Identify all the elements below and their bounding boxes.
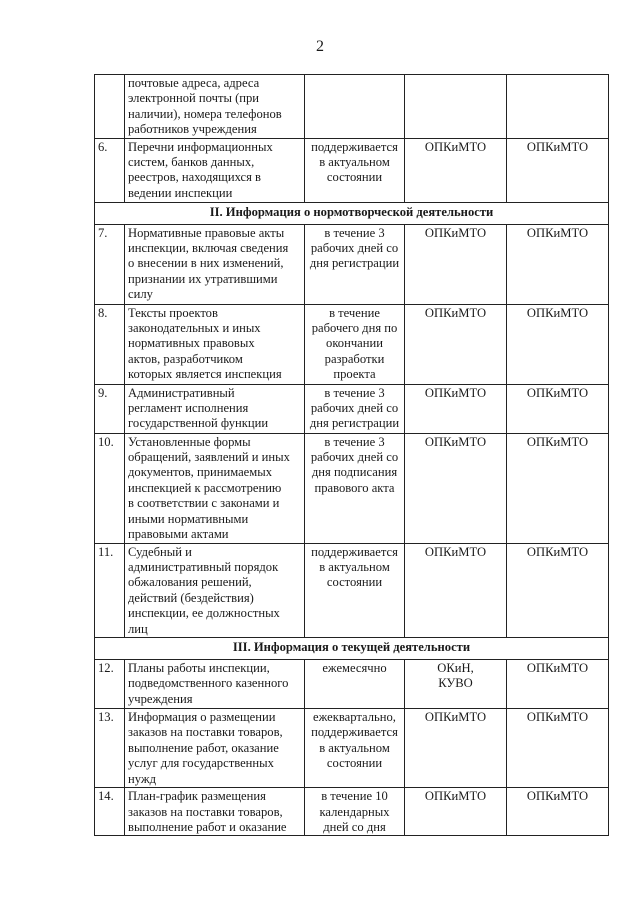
row-term <box>305 75 405 139</box>
table-row <box>95 75 609 139</box>
section-header-row <box>95 638 609 660</box>
table-row <box>95 384 609 433</box>
table-row <box>95 543 609 637</box>
row-responsible: ОПКиМТО <box>405 224 507 304</box>
row-publisher: ОПКиМТО <box>507 709 609 788</box>
row-responsible: ОКиН, КУВО <box>405 660 507 709</box>
row-publisher: ОПКиМТО <box>507 138 609 202</box>
row-name: Установленные формы обращений, заявлений и иных документов, принимаемых инспекцией к рассмотрению в соответствии с законами и иными нормативными правовыми актами <box>125 433 305 543</box>
row-responsible: ОПКиМТО <box>405 788 507 836</box>
row-name: Информация о размещении заказов на поставки товаров, выполнение работ, оказание услуг для государственных нужд <box>125 709 305 788</box>
row-term: ежеквартально, поддерживается в актуальном состоянии <box>305 709 405 788</box>
row-name: План-график размещения заказов на поставки товаров, выполнение работ и оказание <box>125 788 305 836</box>
row-term: в течение 3 рабочих дней со дня регистрации <box>305 384 405 433</box>
row-responsible: ОПКиМТО <box>405 543 507 637</box>
row-number: 8. <box>95 304 125 384</box>
row-name: Нормативные правовые акты инспекции, включая сведения о внесении в них изменений, признании их утратившими силу <box>125 224 305 304</box>
row-number: 12. <box>95 660 125 709</box>
table-row <box>95 304 609 384</box>
row-term: ежемесячно <box>305 660 405 709</box>
table-row <box>95 788 609 836</box>
row-name: Тексты проектов законодательных и иных нормативных правовых актов, разработчиком которых является инспекция <box>125 304 305 384</box>
table-row <box>95 660 609 709</box>
table-row <box>95 224 609 304</box>
row-name: Судебный и административный порядок обжалования решений, действий (бездействия) инспекции, ее должностных лиц <box>125 543 305 637</box>
row-name: почтовые адреса, адреса электронной почты (при наличии), номера телефонов работников учреждения <box>125 75 305 139</box>
row-responsible <box>405 75 507 139</box>
row-name: Планы работы инспекции, подведомственного казенного учреждения <box>125 660 305 709</box>
row-responsible: ОПКиМТО <box>405 138 507 202</box>
row-number: 13. <box>95 709 125 788</box>
table-row <box>95 138 609 202</box>
row-publisher: ОПКиМТО <box>507 788 609 836</box>
row-publisher: ОПКиМТО <box>507 384 609 433</box>
page-number: 2 <box>316 38 324 55</box>
row-responsible: ОПКиМТО <box>405 433 507 543</box>
section-header-row <box>95 202 609 224</box>
row-term: поддерживается в актуальном состоянии <box>305 543 405 637</box>
row-number: 7. <box>95 224 125 304</box>
row-term: поддерживается в актуальном состоянии <box>305 138 405 202</box>
row-number <box>95 75 125 139</box>
row-publisher: ОПКиМТО <box>507 433 609 543</box>
row-publisher: ОПКиМТО <box>507 660 609 709</box>
row-responsible: ОПКиМТО <box>405 304 507 384</box>
information-table <box>94 74 609 836</box>
row-number: 14. <box>95 788 125 836</box>
row-publisher: ОПКиМТО <box>507 304 609 384</box>
row-name: Перечни информационных систем, банков данных, реестров, находящихся в ведении инспекции <box>125 138 305 202</box>
row-number: 9. <box>95 384 125 433</box>
row-term: в течение рабочего дня по окончании разработки проекта <box>305 304 405 384</box>
row-number: 11. <box>95 543 125 637</box>
row-term: в течение 3 рабочих дней со дня регистрации <box>305 224 405 304</box>
section-title: III. Информация о текущей деятельности <box>95 638 609 660</box>
row-publisher <box>507 75 609 139</box>
row-term: в течение 10 календарных дней со дня <box>305 788 405 836</box>
row-publisher: ОПКиМТО <box>507 543 609 637</box>
row-number: 6. <box>95 138 125 202</box>
row-name: Административный регламент исполнения государственной функции <box>125 384 305 433</box>
table-row <box>95 433 609 543</box>
table-row <box>95 709 609 788</box>
row-publisher: ОПКиМТО <box>507 224 609 304</box>
row-term: в течение 3 рабочих дней со дня подписания правового акта <box>305 433 405 543</box>
row-responsible: ОПКиМТО <box>405 384 507 433</box>
row-responsible: ОПКиМТО <box>405 709 507 788</box>
section-title: II. Информация о нормотворческой деятельности <box>95 202 609 224</box>
row-number: 10. <box>95 433 125 543</box>
